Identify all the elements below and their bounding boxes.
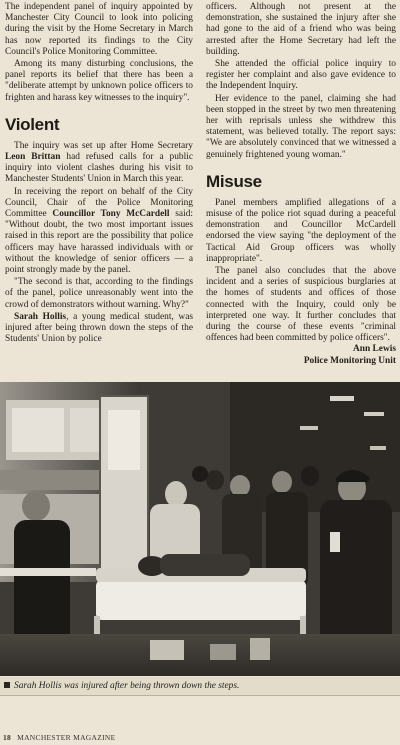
paragraph: Sarah Hollis, a young medical student, was injured after being thrown down the steps of the Students' Union by police: [5, 311, 194, 345]
publication-name: MANCHESTER MAGAZINE: [17, 733, 116, 742]
paragraph: The independent panel of inquiry appointed by Manchester City Council to look into policing during the visit by the Home Secretary in March has now reported its findings to the City Council's Police Monitoring Committee.: [5, 2, 193, 57]
paragraph: In receiving the report on behalf of the City Council, Chair of the Police Monitoring Committee Councillor Tony McCardell said: "Without doubt, the two most important issues raised in this report are the possibility that police officers may have harassed individuals with or without the knowledge of senior officers — a point strongly made by the panel.: [5, 186, 193, 276]
paragraph: Panel members amplified allegations of a misuse of the police riot squad during a peaceful demonstration and Councillor McCardell endorsed the view saying "the deployment of the Tactical Aid Group officers was wholly inappropriate".: [206, 197, 396, 264]
person-name: Leon Brittan: [5, 152, 61, 163]
paragraph: "The second is that, according to the findings of the panel, police unreasonably went into the crowd of demonstrators without warning. Why?": [5, 277, 193, 310]
paragraph: The inquiry was set up after Home Secretary Leon Brittan had refused calls for a public inquiry into violent clashes during his visit to Manchester Students' Union in March this year.: [5, 140, 193, 185]
paragraph: Her evidence to the panel, claiming she had been stopped in the street by two men threatening her with reprisals unless she withdrew this statement, was believed totally. The report says: "We are absolutely convinced that we witnessed a genuinely frightened young woman.": [206, 93, 396, 160]
photo-illustration: [0, 382, 400, 676]
person-name: Councillor Tony McCardell: [52, 209, 170, 220]
article-left-column: [5, 2, 193, 345]
section-heading-violent: Violent: [5, 114, 60, 134]
photo-caption: [0, 677, 400, 696]
author-name: Ann Lewis: [353, 344, 396, 355]
article-right-column: [206, 2, 396, 367]
caption-text: Sarah Hollis was injured after being thrown down the steps.: [14, 681, 240, 691]
paragraph: officers. Although not present at the demonstration, she sustained the injury after she had gone to the aid of a friend who was being arrested after the Home Secretary had left the building.: [206, 2, 396, 57]
paragraph: The panel also concludes that the above incident and a series of suspicious burglaries at the homes of students and offices of those connected with the Inquiry, could only be interpreted one way. It further concludes that during the course of these events "criminal offences had been committed by police officers".: [206, 266, 396, 344]
author-affiliation: Police Monitoring Unit: [303, 355, 396, 366]
page-footer: [0, 732, 400, 745]
paragraph: She attended the official police inquiry to register her complaint and also gave evidence to the Independent Inquiry.: [206, 59, 396, 92]
news-photo: [0, 382, 400, 676]
page-number: 18: [3, 733, 12, 742]
person-name: Sarah Hollis: [14, 311, 67, 322]
paragraph: Among its many disturbing conclusions, the panel reports its belief that there has been a "deliberate attempt by unknown police officers to frighten and harass key witnesses to the inquiry".: [5, 59, 193, 103]
section-heading-misuse: Misuse: [206, 171, 262, 191]
caption-bullet-icon: [4, 682, 10, 688]
